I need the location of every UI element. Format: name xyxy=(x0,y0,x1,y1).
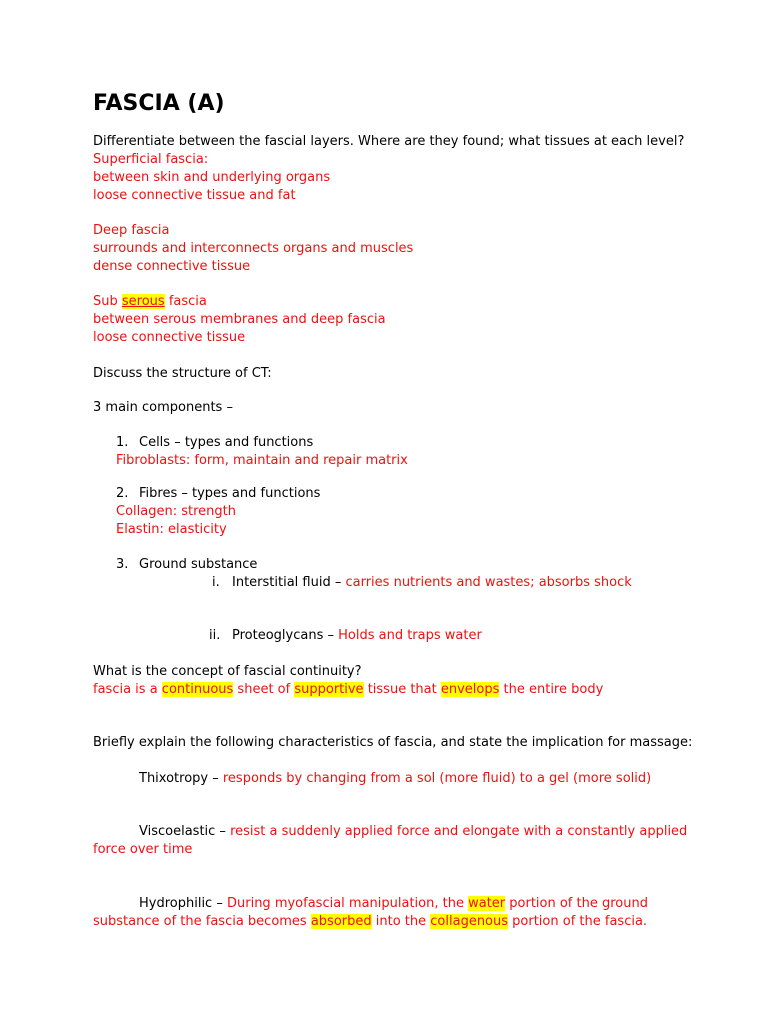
subserous-name-suffix: fascia xyxy=(164,294,207,309)
superficial-fascia-name: Superficial fascia: xyxy=(93,152,209,167)
page-title: FASCIA (A) xyxy=(93,91,225,116)
hydrophilic-text: portion of the ground xyxy=(505,896,648,911)
sub-item-interstitial-fluid xyxy=(232,574,632,592)
list-number-3: 3. xyxy=(116,557,129,572)
superficial-fascia-location: between skin and underlying organs xyxy=(93,170,331,185)
hydrophilic-text: portion of the fascia. xyxy=(508,914,648,929)
hydrophilic-highlight: water xyxy=(468,896,506,911)
sub-list-number-ii: ii. xyxy=(209,628,221,643)
proteoglycans-answer: Holds and traps water xyxy=(338,628,482,643)
viscoelastic-label: Viscoelastic – xyxy=(139,824,231,839)
fibres-answer-elastin: Elastin: elasticity xyxy=(116,522,227,537)
viscoelastic-answer-continued: force over time xyxy=(93,842,193,857)
deep-fascia-location: surrounds and interconnects organs and muscles xyxy=(93,241,414,256)
viscoelastic-item xyxy=(139,823,687,841)
viscoelastic-answer: resist a suddenly applied force and elongate with a constantly applied xyxy=(230,824,688,839)
superficial-fascia-tissue: loose connective tissue and fat xyxy=(93,188,296,203)
sub-item-proteoglycans xyxy=(232,627,482,645)
thixotropy-answer: responds by changing from a sol (more fluid) to a gel (more solid) xyxy=(222,771,652,786)
thixotropy-label: Thixotropy – xyxy=(139,771,223,786)
deep-fascia-tissue: dense connective tissue xyxy=(93,259,251,274)
hydrophilic-answer-continued xyxy=(93,913,647,931)
continuity-text: the entire body xyxy=(499,682,604,697)
hydrophilic-label: Hydrophilic – xyxy=(139,896,227,911)
fibres-answer-collagen: Collagen: strength xyxy=(116,504,236,519)
hydrophilic-text: During myofascial manipulation, the xyxy=(226,896,469,911)
continuity-highlight: supportive xyxy=(294,682,364,697)
continuity-text: fascia is a xyxy=(93,682,162,697)
hydrophilic-text: substance of the fascia becomes xyxy=(93,914,311,929)
question-fascial-continuity: What is the concept of fascial continuity? xyxy=(93,664,362,679)
question-fascial-layers: Differentiate between the fascial layers. Where are they found; what tissues at each level? xyxy=(93,134,685,149)
proteoglycans-label: Proteoglycans – xyxy=(232,628,339,643)
continuity-text: tissue that xyxy=(363,682,441,697)
subserous-name-prefix: Sub xyxy=(93,294,122,309)
interstitial-fluid-answer: carries nutrients and wastes; absorbs shock xyxy=(345,575,632,590)
list-item-fibres: Fibres – types and functions xyxy=(139,486,321,501)
continuity-answer xyxy=(93,681,603,699)
list-number-1: 1. xyxy=(116,435,129,450)
list-item-ground-substance: Ground substance xyxy=(139,557,258,572)
subserous-highlight: serous xyxy=(121,294,165,309)
question-ct-structure: Discuss the structure of CT: xyxy=(93,366,272,381)
sub-list-number-i: i. xyxy=(212,575,220,590)
thixotropy-item xyxy=(139,770,651,788)
cells-answer: Fibroblasts: form, maintain and repair matrix xyxy=(116,453,408,468)
hydrophilic-highlight: collagenous xyxy=(430,914,509,929)
subserous-fascia-location: between serous membranes and deep fascia xyxy=(93,312,386,327)
continuity-highlight: continuous xyxy=(161,682,234,697)
hydrophilic-text: into the xyxy=(371,914,431,929)
subserous-fascia-tissue: loose connective tissue xyxy=(93,330,246,345)
hydrophilic-item xyxy=(139,895,648,913)
list-number-2: 2. xyxy=(116,486,129,501)
components-intro: 3 main components – xyxy=(93,400,233,415)
list-item-cells: Cells – types and functions xyxy=(139,435,314,450)
continuity-highlight: envelops xyxy=(440,682,500,697)
deep-fascia-name: Deep fascia xyxy=(93,223,170,238)
interstitial-fluid-label: Interstitial fluid – xyxy=(232,575,346,590)
hydrophilic-highlight: absorbed xyxy=(310,914,372,929)
continuity-text: sheet of xyxy=(233,682,295,697)
question-characteristics: Briefly explain the following characteristics of fascia, and state the implication for massage: xyxy=(93,735,693,750)
subserous-fascia-name xyxy=(93,293,207,311)
